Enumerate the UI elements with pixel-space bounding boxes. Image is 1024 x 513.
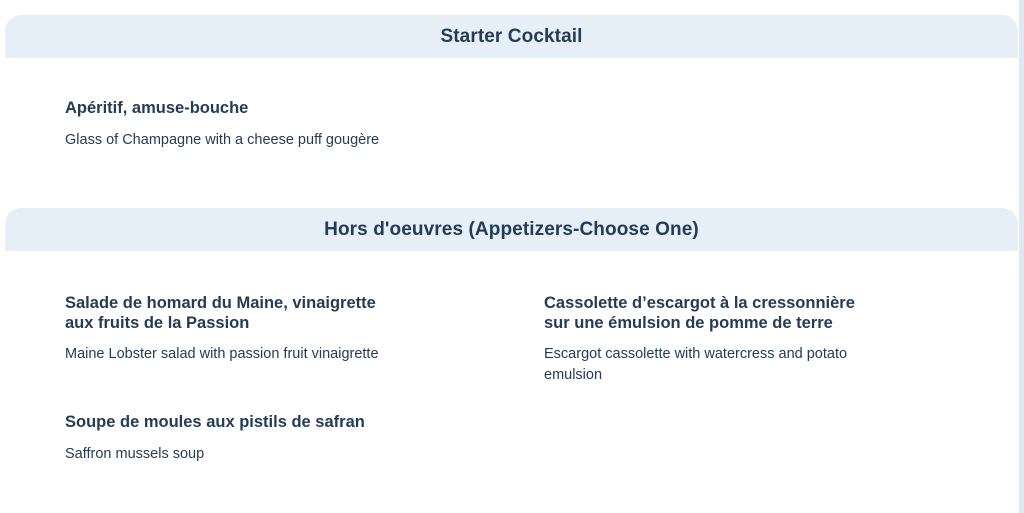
- menu-item-title-line: aux fruits de la Passion: [65, 313, 250, 332]
- menu-item-title: [65, 413, 485, 433]
- menu-item-description: Saffron mussels soup: [65, 445, 205, 462]
- menu-item-title-line: Salade de homard du Maine, vinaigrette: [65, 294, 376, 312]
- menu-item-description-line: emulsion: [544, 367, 603, 383]
- menu-item-escargot-cassolette: [544, 294, 964, 386]
- menu-item-mussels-soup: [65, 413, 485, 465]
- menu-item-title-line: sur une émulsion de pomme de terre: [544, 313, 833, 332]
- menu-item-description: [544, 344, 964, 386]
- menu-item-title: [544, 294, 964, 333]
- page-edge-border: [1019, 0, 1024, 513]
- menu-item-title-line: Cassolette d’escargot à la cressonnière: [544, 294, 855, 312]
- menu-item-title-line: Soupe de moules aux pistils de safran: [65, 413, 365, 431]
- menu-item-lobster-salad: [65, 294, 485, 365]
- menu-item-title: [65, 99, 485, 119]
- menu-item-description-line: Escargot cassolette with watercress and potato: [544, 346, 848, 362]
- menu-item-description: Glass of Champagne with a cheese puff gougère: [65, 131, 380, 148]
- menu-item-description: Maine Lobster salad with passion fruit vinaigrette: [65, 346, 379, 362]
- menu-item-title-line: Apéritif, amuse-bouche: [65, 99, 249, 117]
- section-header-starter-cocktail: Starter Cocktail: [5, 15, 1018, 58]
- menu-item-title: [65, 294, 485, 333]
- menu-item-aperitif: [65, 99, 485, 151]
- section-header-hors-doeuvres: Hors d'oeuvres (Appetizers-Choose One): [5, 208, 1018, 251]
